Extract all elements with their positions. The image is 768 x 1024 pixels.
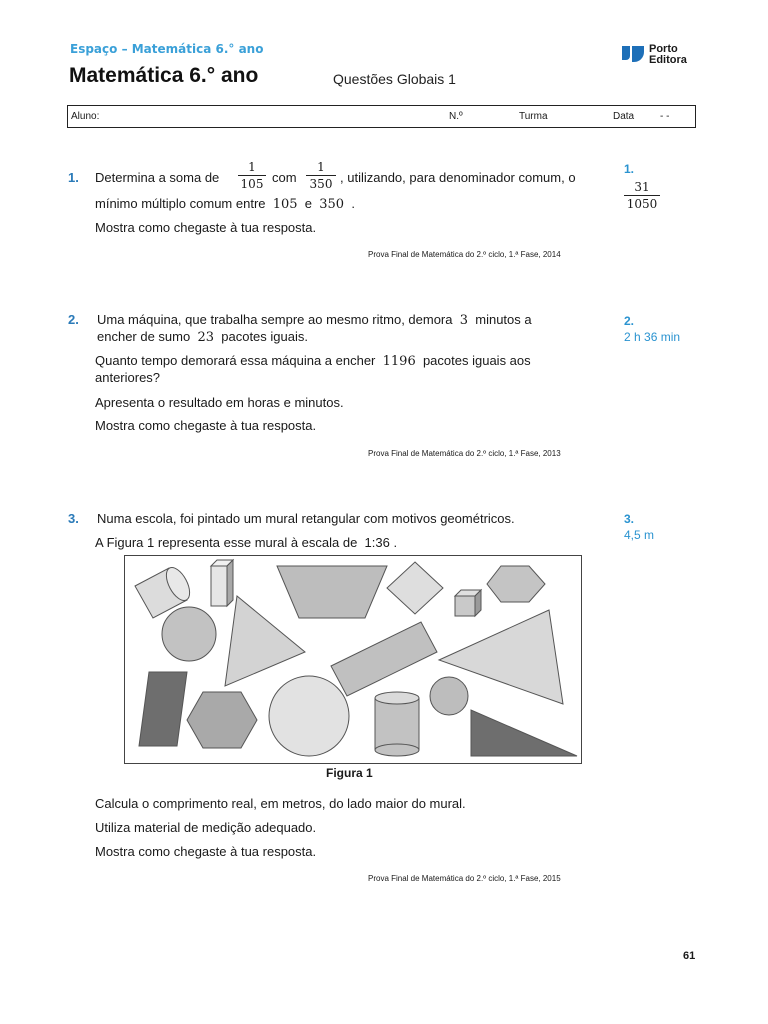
parallelogram-dark-shape [139,672,187,746]
student-info-box [67,105,696,128]
data-separators: - - [660,111,670,122]
answer-1-numerator: 31 [634,180,650,194]
prism-tall-shape [211,560,233,606]
q1-line2 [95,196,355,213]
logo-text-line1: Porto [649,43,678,55]
q2-text-1b: minutos a [475,312,532,327]
aluno-label: Aluno: [71,111,100,122]
rhombus-shape [387,562,443,614]
page-number: 61 [683,950,696,962]
q1-text-com: com [272,170,297,185]
page-subtitle: Questões Globais 1 [333,71,456,87]
q2-text-2a: encher de sumo [97,329,191,344]
q3-text-1: Numa escola, foi pintado um mural retangular com motivos geométricos. [97,511,515,526]
answer-1-denominator: 1050 [626,197,658,211]
q1-frac2-numerator: 1 [317,160,325,174]
answer-1-number: 1. [624,162,635,176]
rectangle-rotated-shape [331,622,437,696]
question-1-number: 1. [68,170,79,185]
logo-mark-icon [620,44,646,66]
q1-number-105: 105 [272,197,298,212]
q1-text-part1: Determina a soma de [95,170,220,185]
q2-number-3: 3 [459,313,469,328]
q2-text-3b: pacotes iguais aos [422,353,531,368]
q2-text-2b: pacotes iguais. [221,329,308,344]
q2-text-3a: Quanto tempo demorará essa máquina a encher [95,353,376,368]
q1-frac1-numerator: 1 [248,160,256,174]
hexagon-small-shape [487,566,545,602]
q3-text-3: Calcula o comprimento real, em metros, do lado maior do mural. [95,796,466,811]
page-title: Matemática 6.° ano [69,64,259,87]
question-3-number: 3. [68,511,79,526]
cube-shape [455,590,481,616]
right-triangle-dark-shape [471,710,577,756]
q1-frac1-denominator: 105 [240,177,264,191]
circle-small-shape [430,677,468,715]
answer-2-number: 2. [624,314,635,328]
circle-left-shape [162,607,216,661]
mural-figure [124,555,582,764]
q3-text-4: Utiliza material de medição adequado. [95,820,317,835]
q2-text-5: Apresenta o resultado em horas e minutos. [95,395,344,410]
q3-text-2a: A Figura 1 representa esse mural à escala de [95,535,358,550]
q1-text-part3: mínimo múltiplo comum entre [95,196,266,211]
q2-text-1a: Uma máquina, que trabalha sempre ao mesmo ritmo, demora [97,312,453,327]
answer-3-number: 3. [624,512,635,526]
q3-text-2b: . [393,535,398,550]
trapezoid-shape [277,566,387,618]
question-2-number: 2. [68,312,79,327]
turma-label: Turma [519,111,548,122]
series-title: Espaço – Matemática 6.° ano [70,42,264,56]
data-label: Data [613,111,635,122]
q1-source: Prova Final de Matemática do 2.º ciclo, 1.ª Fase, 2014 [368,250,561,259]
q2-line2 [97,329,308,346]
q1-text-part2: , utilizando, para denominador comum, o [340,170,576,185]
q1-text-e: e [304,196,313,211]
q1-frac2-denominator: 350 [309,177,333,191]
q2-number-1196: 1196 [382,354,416,369]
hexagon-large-shape [187,692,257,748]
q1-fraction-2 [306,160,336,192]
q2-source: Prova Final de Matemática do 2.º ciclo, 1.ª Fase, 2013 [368,449,561,458]
cylinder-vertical-shape [375,692,419,756]
circle-large-shape [269,676,349,756]
q2-line3 [95,353,531,370]
q3-source: Prova Final de Matemática do 2.º ciclo, 1.ª Fase, 2015 [368,874,561,883]
answer-2-value: 2 h 36 min [624,330,681,344]
q2-instruction: Mostra como chegaste à tua resposta. [95,418,317,433]
q1-fraction-1 [238,160,266,192]
q2-number-23: 23 [197,330,215,345]
q1-number-350: 350 [319,197,345,212]
numero-label: N.º [449,111,463,122]
answer-3-value: 4,5 m [624,528,655,542]
q1-text-dot: . [351,196,355,211]
mural-shapes [125,556,581,763]
q2-text-4: anteriores? [95,370,161,385]
q3-scale: 1:36 [364,535,390,550]
q3-line2 [95,535,397,551]
q3-instruction: Mostra como chegaste à tua resposta. [95,844,317,859]
logo-text-line2: Editora [649,54,687,66]
q1-instruction: Mostra como chegaste à tua resposta. [95,220,317,235]
q2-line1 [97,312,532,329]
publisher-logo [620,44,696,68]
answer-1-fraction [624,180,660,212]
figure-caption: Figura 1 [326,766,373,780]
triangle-center-shape [225,596,305,686]
